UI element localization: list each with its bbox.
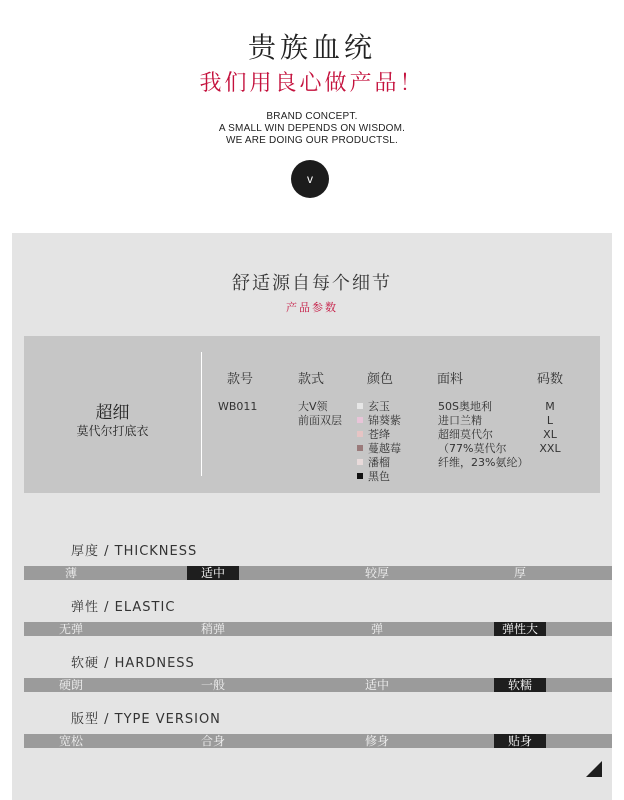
scale-option: 薄: [64, 566, 77, 580]
attribute-scale-bar: [24, 734, 612, 748]
scale-option: 一般: [200, 678, 225, 692]
product-name: 超细: [95, 403, 130, 423]
spec-table: [24, 336, 600, 493]
header-fabric: 面料: [437, 372, 464, 387]
color-swatch-icon: [357, 445, 363, 451]
fabric-line: 超细莫代尔: [438, 428, 493, 441]
size-value: XXL: [539, 442, 561, 455]
concept-line: A SMALL WIN DEPENDS ON WISDOM.: [218, 123, 406, 134]
attribute-label: 弹性 / ELASTIC: [71, 600, 176, 615]
section-subtitle: 产品参数: [286, 301, 338, 314]
color-swatch-icon: [357, 473, 363, 479]
scale-option: 硬朗: [58, 678, 83, 692]
scale-option: 合身: [200, 734, 225, 748]
product-detail-panel: [12, 233, 612, 800]
fabric-line: 纤维，23%氨纶）: [438, 456, 529, 469]
attribute-scale-bar: [24, 566, 612, 580]
color-option: [357, 400, 401, 414]
color-label: 玄玉: [368, 400, 390, 413]
attribute-label: 厚度 / THICKNESS: [71, 544, 198, 559]
concept-line: BRAND CONCEPT.: [266, 111, 358, 122]
attribute-scale-bar: [24, 678, 612, 692]
divider: [201, 352, 202, 476]
color-label: 苍绛: [368, 428, 390, 441]
size-value: M: [545, 400, 555, 413]
color-option: [357, 470, 401, 484]
scale-option-selected: 贴身: [494, 734, 546, 748]
size-value: XL: [543, 428, 557, 441]
header-style: 款式: [298, 372, 325, 387]
color-option: [357, 428, 401, 442]
color-label: 蔓越莓: [368, 442, 401, 455]
fabric-line: 50S奥地利: [438, 400, 492, 413]
chevron-down-icon[interactable]: v: [291, 160, 329, 198]
attribute-label: 版型 / TYPE VERSION: [71, 712, 221, 727]
color-option: [357, 414, 401, 428]
scale-option: 宽松: [58, 734, 83, 748]
size-value: L: [546, 414, 554, 427]
header-color: 颜色: [367, 372, 394, 387]
scale-option-selected: 弹性大: [494, 622, 546, 636]
color-label: 锦葵紫: [368, 414, 401, 427]
brand-header: [0, 0, 624, 232]
color-option: [357, 456, 401, 470]
color-swatch-icon: [357, 459, 363, 465]
header-code: 款号: [227, 372, 254, 387]
scale-option: 稍弹: [200, 622, 225, 636]
fabric-line: 进口兰精: [438, 414, 482, 427]
style-line: 前面双层: [298, 414, 342, 427]
attribute-scale-bar: [24, 622, 612, 636]
concept-line: WE ARE DOING OUR PRODUCTSL.: [225, 135, 399, 146]
scale-option-selected: 适中: [187, 566, 239, 580]
color-swatch-icon: [357, 417, 363, 423]
color-option: [357, 442, 401, 456]
brand-slogan: 我们用良心做产品！: [199, 71, 425, 96]
corner-triangle-icon: [586, 761, 602, 777]
scale-option: 较厚: [364, 566, 389, 580]
color-label: 潘榴: [368, 456, 390, 469]
style-line: 大V领: [298, 400, 328, 413]
scale-option: 无弹: [58, 622, 83, 636]
color-swatch-icon: [357, 403, 363, 409]
product-description: 莫代尔打底衣: [76, 424, 149, 438]
scale-option: 弹: [370, 622, 383, 636]
color-label: 黑色: [368, 470, 390, 483]
color-swatch-icon: [357, 431, 363, 437]
product-code: WB011: [218, 400, 258, 413]
header-size: 码数: [537, 372, 564, 387]
attribute-label: 软硬 / HARDNESS: [71, 656, 195, 671]
section-title: 舒适源自每个细节: [232, 273, 392, 294]
brand-title: 贵族血统: [247, 31, 376, 64]
scale-option: 修身: [364, 734, 389, 748]
scale-option: 厚: [513, 566, 526, 580]
color-list: [357, 400, 401, 484]
scale-option-selected: 软糯: [494, 678, 546, 692]
fabric-line: （77%莫代尔: [438, 442, 507, 455]
scale-option: 适中: [364, 678, 389, 692]
